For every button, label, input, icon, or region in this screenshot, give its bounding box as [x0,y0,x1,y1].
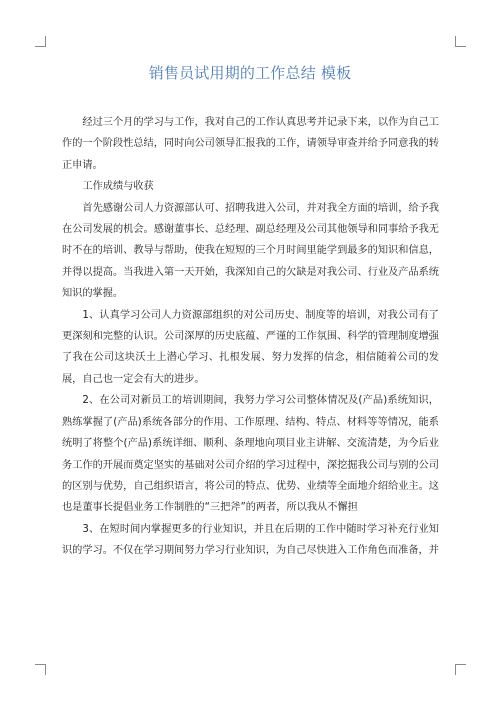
document-title: 销售员试用期的工作总结 模板 [148,64,352,82]
page-corner-mark-bottom-left [35,664,46,675]
paragraph-intro: 经过三个月的学习与工作，我对自己的工作认真思考并记录下来，以作为自己工作的一个阶段性总结，同时向公司领导汇报我的工作，请领导审查并给予同意我的转正申请。 [62,117,439,171]
page-corner-mark-bottom-right [455,664,466,675]
page-corner-mark-top-right [455,36,466,47]
page-corner-mark-top-left [35,36,46,47]
paragraph-item-2: 2、在公司对新员工的培训期间，我努力学习公司整体情况及(产品)系统知识，熟练掌握了(产品)系统各部分的作用、工作原理、结构、特点、材料等等情况，能系统明了将整个(产品)系统详细、顺利、条理地向项目业主讲解、交流清楚，为今后业务工作的开展而奠定坚实的基础对公司介绍的学习过程中，深挖掘我公司与别的公司的区别与优势，自己组织语言，将公司的特点、优势、业绩等全面地介绍给业主。这也是董事长提倡业务工作制胜的“三把斧”的两者，所以我从不懈担 [62,395,439,514]
paragraph-thanks: 首先感谢公司人力资源部认可、招聘我进入公司，并对我全方面的培训，给予我在公司发展的机会。感谢董事长、总经理、副总经理及公司其他领导和同事给予我无时不在的培训、教导与帮助，使我在短短的三个月时间里能学到最多的知识和信息，并得以提高。当我进入第一天开始，我深知自己的欠缺是对我公司、行业及产品系统知识的掌握。 [62,202,439,300]
paragraph-item-3: 3、在短时间内掌握更多的行业知识，并且在后期的工作中随时学习补充行业知识的学习。不仅在学习期间努力学习行业知识，为自己尽快进入工作角色而准备，并 [62,523,439,557]
section-heading-achievements: 工作成绩与收获 [82,181,154,193]
document-body [62,112,439,562]
paragraph-item-1: 1、认真学习公司人力资源部组织的对公司历史、制度等的培训，对我公司有了更深刻和完整的认识。公司深厚的历史底蕴、严谨的工作氛围、科学的管理制度增强了我在公司这块沃土上潜心学习、扎根发展、努力发挥的信念，相信随着公司的发展，自己也一定会有大的进步。 [62,309,439,385]
